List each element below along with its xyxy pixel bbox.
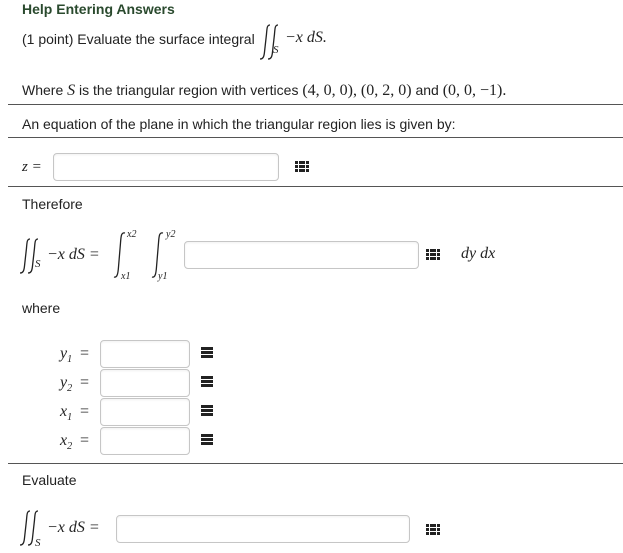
y2-input[interactable] xyxy=(100,369,190,397)
inner-lower-limit: y1 xyxy=(158,271,168,282)
x1-input[interactable] xyxy=(100,398,190,426)
problem-integrand: −x dS. xyxy=(285,29,327,46)
equation-editor-icon[interactable] xyxy=(201,376,213,387)
double-integral-symbol xyxy=(258,22,288,62)
region-description: Where S is the triangular region with vertices (4, 0, 0), (0, 2, 0) and (0, 0, −1). xyxy=(22,82,507,99)
where-equals: = xyxy=(80,432,90,449)
therefore-lhs: −x dS = xyxy=(47,246,100,263)
evaluate-label: Evaluate xyxy=(22,472,77,488)
section-divider xyxy=(8,463,623,464)
problem-prefix: (1 point) Evaluate the surface integral xyxy=(22,31,255,47)
double-integral-symbol xyxy=(18,236,50,276)
where-label: where xyxy=(22,300,61,316)
help-entering-answers-link[interactable]: Help Entering Answers xyxy=(22,1,175,17)
where-equals: = xyxy=(80,403,90,420)
outer-upper-limit: x2 xyxy=(127,229,137,240)
plane-lhs-label: z = xyxy=(22,159,42,175)
equation-editor-icon[interactable] xyxy=(201,434,213,445)
outer-lower-limit: x1 xyxy=(121,271,131,282)
integral-subscript-s: S xyxy=(273,44,279,56)
equation-editor-icon[interactable] xyxy=(426,524,440,535)
section-divider xyxy=(8,104,623,105)
double-integral-symbol xyxy=(18,508,50,548)
where-var-y2: $y_2$ xyxy=(60,374,73,395)
equation-editor-icon[interactable] xyxy=(295,161,309,172)
integrand-input[interactable] xyxy=(184,241,419,269)
x2-input[interactable] xyxy=(100,427,190,455)
evaluate-lhs: −x dS = xyxy=(47,519,100,536)
integral-subscript-s: S xyxy=(35,258,41,270)
where-var-x1: $x_1$ xyxy=(60,403,73,424)
equation-editor-icon[interactable] xyxy=(201,347,213,358)
where-var-y1: $y_1$ xyxy=(60,345,73,366)
section-divider xyxy=(8,186,623,187)
y1-input[interactable] xyxy=(100,340,190,368)
where-var-x2: $x_2$ xyxy=(60,432,73,453)
equation-editor-icon[interactable] xyxy=(426,249,440,260)
inner-upper-limit: y2 xyxy=(166,229,176,240)
plane-prompt: An equation of the plane in which the triangular region lies is given by: xyxy=(22,116,456,132)
plane-equation-input[interactable] xyxy=(53,153,279,181)
therefore-label: Therefore xyxy=(22,196,83,212)
equation-editor-icon[interactable] xyxy=(201,405,213,416)
section-divider xyxy=(8,137,623,138)
evaluate-input[interactable] xyxy=(116,515,410,543)
where-equals: = xyxy=(80,374,90,391)
where-equals: = xyxy=(80,345,90,362)
differentials-label: dy dx xyxy=(461,245,496,262)
integral-subscript-s: S xyxy=(35,537,41,549)
